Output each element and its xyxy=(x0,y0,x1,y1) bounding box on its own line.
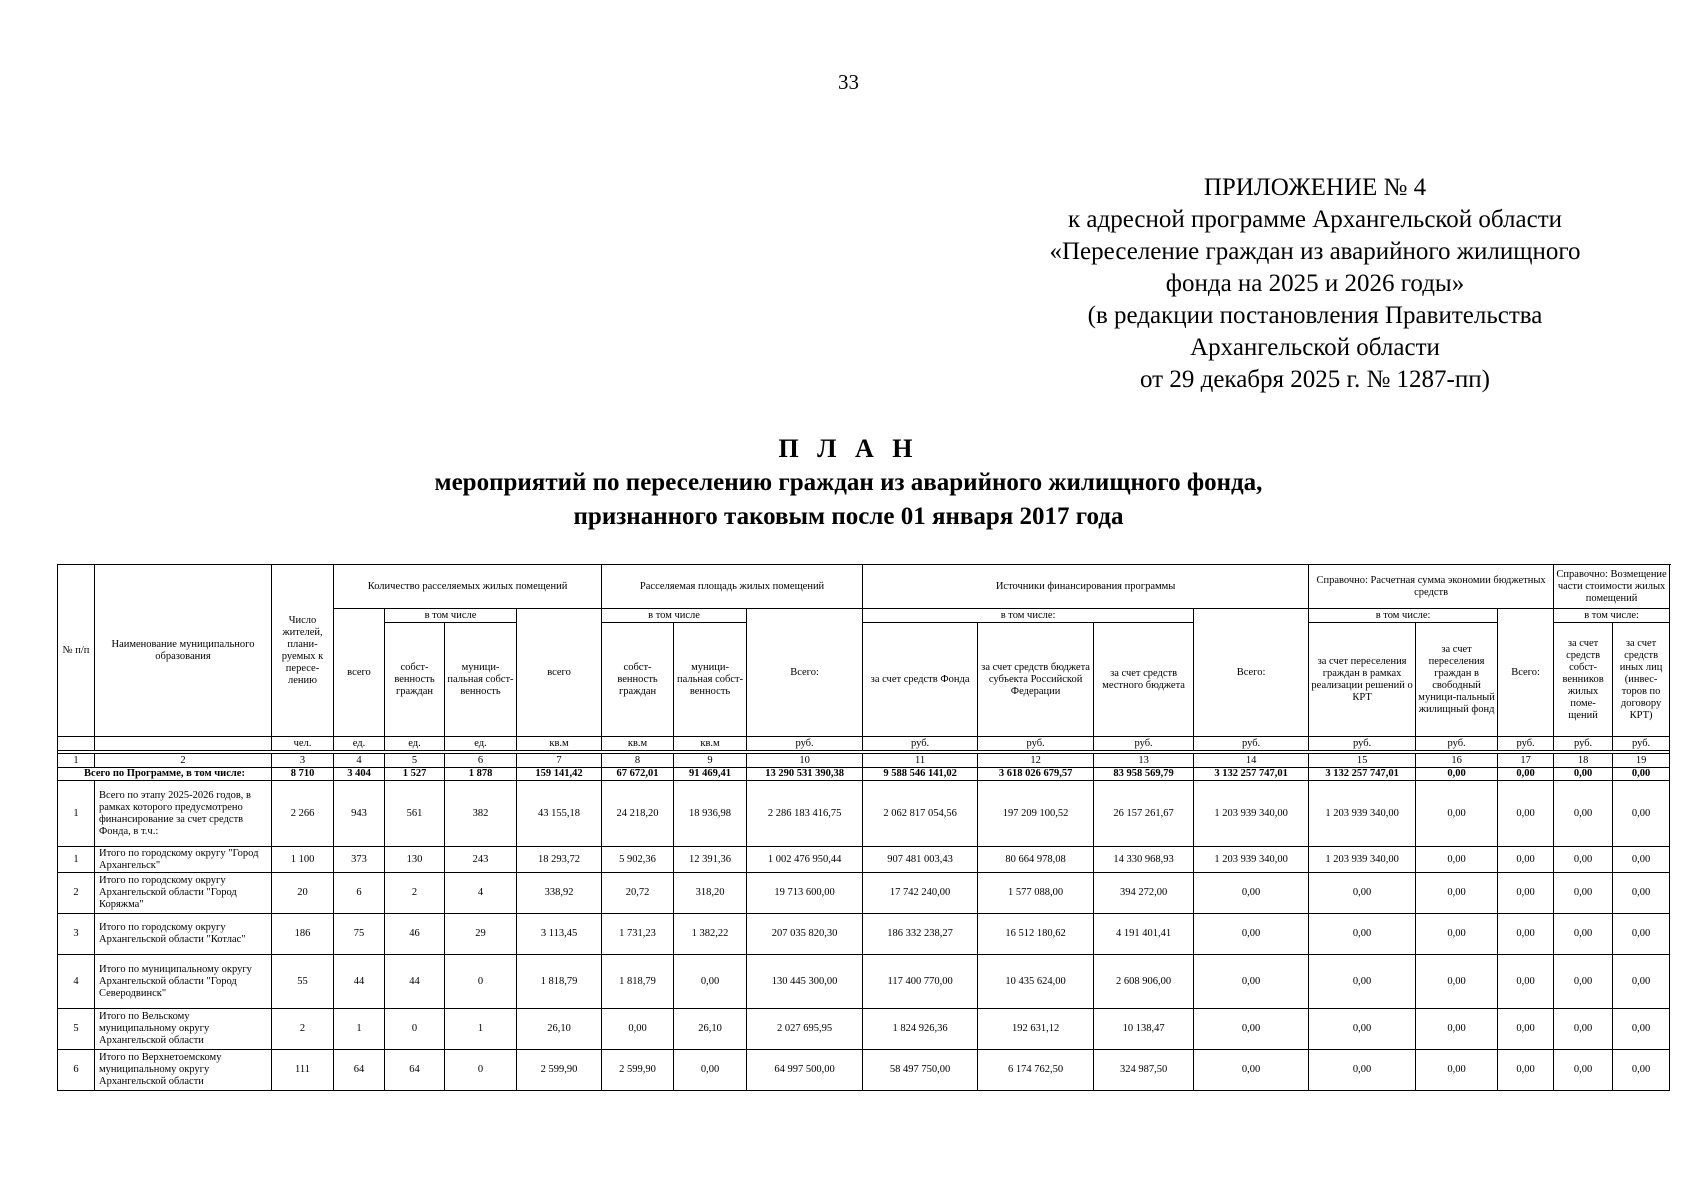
unit-cell: кв.м xyxy=(602,737,674,751)
data-cell: 1 xyxy=(445,1009,517,1050)
data-cell: 1 203 939 340,00 xyxy=(1194,847,1309,873)
column-number-cell: 4 xyxy=(334,754,385,768)
data-cell: 16 512 180,62 xyxy=(978,914,1094,955)
total-cell: 3 404 xyxy=(334,768,385,781)
appendix-block xyxy=(995,172,1635,396)
total-cell: 0,00 xyxy=(1554,768,1613,781)
unit-cell xyxy=(58,737,95,751)
total-cell: 3 132 257 747,01 xyxy=(1309,768,1416,781)
header-area-municipal: муници-пальная собст-венность xyxy=(674,623,747,737)
appendix-line: к адресной программе Архангельской области xyxy=(1067,206,1563,233)
data-cell: 0,00 xyxy=(1416,1050,1498,1091)
data-cell: 1 382,22 xyxy=(674,914,747,955)
unit-cell: руб. xyxy=(1498,737,1554,751)
row-number: 1 xyxy=(58,847,95,873)
data-cell: 0,00 xyxy=(1554,873,1613,914)
data-cell: 0,00 xyxy=(1554,1009,1613,1050)
column-number-cell: 5 xyxy=(385,754,445,768)
header-rooms-group: Количество расселяемых жилых помещений xyxy=(334,565,602,609)
data-cell: 0,00 xyxy=(1416,781,1498,847)
data-cell: 117 400 770,00 xyxy=(863,955,978,1009)
data-cell: 197 209 100,52 xyxy=(978,781,1094,847)
data-cell: 0,00 xyxy=(1194,914,1309,955)
unit-cell: кв.м xyxy=(517,737,602,751)
header-finance-subject: за счет средств бюджета субъекта Российской Федерации xyxy=(978,623,1094,737)
data-cell: 4 xyxy=(445,873,517,914)
data-cell: 186 332 238,27 xyxy=(863,914,978,955)
header-finance-total: Всего: xyxy=(747,609,863,737)
data-cell: 1 731,23 xyxy=(602,914,674,955)
total-cell: 1 878 xyxy=(445,768,517,781)
data-cell: 1 818,79 xyxy=(602,955,674,1009)
total-cell: 3 132 257 747,01 xyxy=(1194,768,1309,781)
plan-title: П Л А Н xyxy=(778,434,919,463)
unit-cell: ед. xyxy=(385,737,445,751)
data-cell: 24 218,20 xyxy=(602,781,674,847)
data-cell: 0,00 xyxy=(1194,873,1309,914)
unit-cell: кв.м xyxy=(674,737,747,751)
plan-heading xyxy=(0,432,1697,534)
data-cell: 207 035 820,30 xyxy=(747,914,863,955)
column-number-cell: 12 xyxy=(978,754,1094,768)
data-cell: 0,00 xyxy=(1498,781,1554,847)
data-cell: 64 xyxy=(334,1050,385,1091)
table-row xyxy=(58,1050,1670,1091)
data-cell: 26 157 261,67 xyxy=(1094,781,1194,847)
data-cell: 20,72 xyxy=(602,873,674,914)
data-cell: 382 xyxy=(445,781,517,847)
row-number: 1 xyxy=(58,781,95,847)
total-cell: 0,00 xyxy=(1613,768,1670,781)
unit-cell: руб. xyxy=(978,737,1094,751)
header-economy-krt: за счет переселения граждан в рамках реализации решений о КРТ xyxy=(1309,623,1416,737)
column-number-cell: 8 xyxy=(602,754,674,768)
header-rooms-owner: собст-венность граждан xyxy=(385,623,445,737)
unit-cell: руб. xyxy=(863,737,978,751)
unit-cell: руб. xyxy=(1094,737,1194,751)
table-row xyxy=(58,847,1670,873)
header-finance-group: Источники финансирования программы xyxy=(863,565,1309,609)
unit-cell: руб. xyxy=(1309,737,1416,751)
data-cell: 186 xyxy=(272,914,334,955)
column-number-cell: 16 xyxy=(1416,754,1498,768)
data-cell: 1 818,79 xyxy=(517,955,602,1009)
column-number-cell: 15 xyxy=(1309,754,1416,768)
data-cell: 6 174 762,50 xyxy=(978,1050,1094,1091)
appendix-line: «Переселение граждан из аварийного жилищного xyxy=(1049,238,1581,265)
data-cell: 324 987,50 xyxy=(1094,1050,1194,1091)
data-cell: 0 xyxy=(385,1009,445,1050)
data-cell: 2 xyxy=(272,1009,334,1050)
table-row xyxy=(58,873,1670,914)
header-area-incl: в том числе xyxy=(602,609,747,623)
column-number-cell: 10 xyxy=(747,754,863,768)
data-cell: 2 608 906,00 xyxy=(1094,955,1194,1009)
data-cell: 130 xyxy=(385,847,445,873)
header-area-total: всего xyxy=(517,609,602,737)
column-number-cell: 7 xyxy=(517,754,602,768)
data-cell: 394 272,00 xyxy=(1094,873,1194,914)
appendix-line: Архангельской области xyxy=(1190,334,1440,361)
data-cell: 0,00 xyxy=(1498,873,1554,914)
appendix-line: (в редакции постановления Правительства xyxy=(1087,302,1543,329)
data-cell: 0,00 xyxy=(1613,1050,1670,1091)
data-cell: 19 713 600,00 xyxy=(747,873,863,914)
data-cell: 0,00 xyxy=(1416,914,1498,955)
data-cell: 0,00 xyxy=(1498,914,1554,955)
data-cell: 20 xyxy=(272,873,334,914)
data-cell: 0,00 xyxy=(1309,873,1416,914)
data-cell: 0,00 xyxy=(1416,873,1498,914)
data-cell: 0,00 xyxy=(1613,847,1670,873)
data-cell: 111 xyxy=(272,1050,334,1091)
data-cell: 55 xyxy=(272,955,334,1009)
data-cell: 0,00 xyxy=(1309,1009,1416,1050)
unit-cell: руб. xyxy=(1554,737,1613,751)
total-cell: 67 672,01 xyxy=(602,768,674,781)
data-cell: 75 xyxy=(334,914,385,955)
column-number-cell: 6 xyxy=(445,754,517,768)
row-number: 2 xyxy=(58,873,95,914)
total-label: Всего по Программе, в том числе: xyxy=(58,768,272,781)
data-cell: 1 203 939 340,00 xyxy=(1194,781,1309,847)
data-cell: 561 xyxy=(385,781,445,847)
header-compensation-incl: в том числе: xyxy=(1554,609,1670,623)
header-finance-local: за счет средств местного бюджета xyxy=(1094,623,1194,737)
data-cell: 64 xyxy=(385,1050,445,1091)
data-cell: 10 435 624,00 xyxy=(978,955,1094,1009)
municipality-name: Итого по городскому округу Архангельской области "Котлас" xyxy=(95,914,272,955)
data-cell: 26,10 xyxy=(674,1009,747,1050)
appendix-line: от 29 декабря 2025 г. № 1287-пп) xyxy=(1140,366,1490,393)
unit-cell: руб. xyxy=(1194,737,1309,751)
data-cell: 0,00 xyxy=(1309,914,1416,955)
column-number-cell: 9 xyxy=(674,754,747,768)
data-cell: 29 xyxy=(445,914,517,955)
column-numbers-row xyxy=(58,754,1670,768)
column-number-cell: 14 xyxy=(1194,754,1309,768)
plan-table xyxy=(57,564,1670,1091)
data-cell: 1 002 476 950,44 xyxy=(747,847,863,873)
data-cell: 1 xyxy=(334,1009,385,1050)
header-compensation-owners: за счет средств собст-венников жилых поме-щений xyxy=(1554,623,1613,737)
data-cell: 0,00 xyxy=(1194,955,1309,1009)
data-cell: 46 xyxy=(385,914,445,955)
header-economy-incl: в том числе: xyxy=(1309,609,1498,623)
municipality-name: Итого по Верхнетоемскому муниципальному округу Архангельской области xyxy=(95,1050,272,1091)
data-cell: 2 599,90 xyxy=(602,1050,674,1091)
municipality-name: Итого по Вельскому муниципальному округу Архангельской области xyxy=(95,1009,272,1050)
data-cell: 0,00 xyxy=(1309,1050,1416,1091)
column-number-cell: 2 xyxy=(95,754,272,768)
total-cell: 159 141,42 xyxy=(517,768,602,781)
header-rooms-total: всего xyxy=(334,609,385,737)
data-cell: 0,00 xyxy=(1194,1009,1309,1050)
municipality-name: Всего по этапу 2025-2026 годов, в рамках которого предусмотрено финансирование за счет средств Фонда, в т.ч.: xyxy=(95,781,272,847)
appendix-line: ПРИЛОЖЕНИЕ № 4 xyxy=(1203,174,1427,201)
municipality-name: Итого по муниципальному округу Архангельской области "Город Северодвинск" xyxy=(95,955,272,1009)
header-compensation-group: Справочно: Возмещение части стоимости жилых помещений xyxy=(1554,565,1670,609)
row-number: 4 xyxy=(58,955,95,1009)
header-area-group: Расселяемая площадь жилых помещений xyxy=(602,565,863,609)
header-economy-group: Справочно: Расчетная сумма экономии бюджетных средств xyxy=(1309,565,1554,609)
total-cell: 0,00 xyxy=(1416,768,1498,781)
row-number: 6 xyxy=(58,1050,95,1091)
data-cell: 4 191 401,41 xyxy=(1094,914,1194,955)
data-cell: 0,00 xyxy=(1613,781,1670,847)
data-cell: 18 936,98 xyxy=(674,781,747,847)
data-cell: 0,00 xyxy=(1498,1050,1554,1091)
data-cell: 130 445 300,00 xyxy=(747,955,863,1009)
column-number-cell: 19 xyxy=(1613,754,1670,768)
data-cell: 58 497 750,00 xyxy=(863,1050,978,1091)
header-name: Наименование муниципального образования xyxy=(95,565,272,737)
header-compensation-others: за счет средств иных лиц (инвес-торов по договору КРТ) xyxy=(1613,623,1670,737)
data-cell: 0,00 xyxy=(1498,847,1554,873)
page-number: 33 xyxy=(838,70,859,94)
total-cell: 9 588 546 141,02 xyxy=(863,768,978,781)
data-cell: 10 138,47 xyxy=(1094,1009,1194,1050)
unit-cell: ед. xyxy=(334,737,385,751)
data-cell: 338,92 xyxy=(517,873,602,914)
data-cell: 6 xyxy=(334,873,385,914)
data-cell: 2 xyxy=(385,873,445,914)
data-cell: 0,00 xyxy=(1416,847,1498,873)
table-row xyxy=(58,1009,1670,1050)
unit-cell: руб. xyxy=(747,737,863,751)
data-cell: 0 xyxy=(445,1050,517,1091)
data-cell: 44 xyxy=(385,955,445,1009)
data-cell: 2 599,90 xyxy=(517,1050,602,1091)
data-cell: 1 824 926,36 xyxy=(863,1009,978,1050)
data-cell: 12 391,36 xyxy=(674,847,747,873)
column-number-cell: 18 xyxy=(1554,754,1613,768)
data-cell: 373 xyxy=(334,847,385,873)
total-row xyxy=(58,768,1670,781)
data-cell: 0,00 xyxy=(1613,873,1670,914)
data-cell: 0,00 xyxy=(674,1050,747,1091)
column-number-cell: 11 xyxy=(863,754,978,768)
data-cell: 44 xyxy=(334,955,385,1009)
data-cell: 0,00 xyxy=(1613,955,1670,1009)
data-cell: 192 631,12 xyxy=(978,1009,1094,1050)
data-cell: 0 xyxy=(445,955,517,1009)
header-area-owner: собст-венность граждан xyxy=(602,623,674,737)
unit-cell: ед. xyxy=(445,737,517,751)
column-number-cell: 3 xyxy=(272,754,334,768)
data-cell: 0,00 xyxy=(1613,914,1670,955)
data-cell: 2 027 695,95 xyxy=(747,1009,863,1050)
header-num: № п/п xyxy=(58,565,95,737)
data-cell: 80 664 978,08 xyxy=(978,847,1094,873)
table-row xyxy=(58,955,1670,1009)
header-residents: Число жителей, плани-руемых к пересе-лению xyxy=(272,565,334,737)
data-cell: 1 100 xyxy=(272,847,334,873)
row-number: 3 xyxy=(58,914,95,955)
data-cell: 0,00 xyxy=(1309,955,1416,1009)
data-cell: 318,20 xyxy=(674,873,747,914)
data-cell: 0,00 xyxy=(1554,914,1613,955)
data-cell: 64 997 500,00 xyxy=(747,1050,863,1091)
unit-cell: чел. xyxy=(272,737,334,751)
unit-cell: руб. xyxy=(1416,737,1498,751)
header-economy-free-fund: за счет переселения граждан в свободный муници-пальный жилищный фонд xyxy=(1416,623,1498,737)
data-cell: 3 113,45 xyxy=(517,914,602,955)
total-cell: 0,00 xyxy=(1498,768,1554,781)
total-cell: 83 958 569,79 xyxy=(1094,768,1194,781)
total-cell: 13 290 531 390,38 xyxy=(747,768,863,781)
data-cell: 2 062 817 054,56 xyxy=(863,781,978,847)
data-cell: 2 266 xyxy=(272,781,334,847)
data-cell: 243 xyxy=(445,847,517,873)
table-row xyxy=(58,914,1670,955)
units-row xyxy=(58,737,1670,751)
data-cell: 0,00 xyxy=(674,955,747,1009)
appendix-line: фонда на 2025 и 2026 годы» xyxy=(1165,270,1465,297)
data-cell: 43 155,18 xyxy=(517,781,602,847)
plan-subtitle: мероприятий по переселению граждан из аварийного жилищного фонда, xyxy=(434,469,1263,496)
total-cell: 8 710 xyxy=(272,768,334,781)
data-cell: 17 742 240,00 xyxy=(863,873,978,914)
unit-cell xyxy=(95,737,272,751)
data-cell: 0,00 xyxy=(1498,955,1554,1009)
municipality-name: Итого по городскому округу Архангельской области "Город Коряжма" xyxy=(95,873,272,914)
total-cell: 1 527 xyxy=(385,768,445,781)
unit-cell: руб. xyxy=(1613,737,1670,751)
total-cell: 91 469,41 xyxy=(674,768,747,781)
municipality-name: Итого по городскому округу "Город Архангельск" xyxy=(95,847,272,873)
column-number-cell: 1 xyxy=(58,754,95,768)
data-cell: 907 481 003,43 xyxy=(863,847,978,873)
data-cell: 0,00 xyxy=(1416,955,1498,1009)
data-cell: 0,00 xyxy=(1498,1009,1554,1050)
total-cell: 3 618 026 679,57 xyxy=(978,768,1094,781)
data-cell: 0,00 xyxy=(1194,1050,1309,1091)
header-rooms-municipal: муници-пальная собст-венность xyxy=(445,623,517,737)
data-cell: 26,10 xyxy=(517,1009,602,1050)
data-cell: 0,00 xyxy=(1554,847,1613,873)
data-cell: 2 286 183 416,75 xyxy=(747,781,863,847)
data-cell: 0,00 xyxy=(1554,1050,1613,1091)
data-cell: 1 577 088,00 xyxy=(978,873,1094,914)
data-cell: 0,00 xyxy=(1613,1009,1670,1050)
column-number-cell: 13 xyxy=(1094,754,1194,768)
data-cell: 0,00 xyxy=(1554,781,1613,847)
data-cell: 14 330 968,93 xyxy=(1094,847,1194,873)
data-cell: 943 xyxy=(334,781,385,847)
data-cell: 0,00 xyxy=(1416,1009,1498,1050)
header-finance-incl: в том числе: xyxy=(863,609,1194,623)
column-number-cell: 17 xyxy=(1498,754,1554,768)
data-cell: 1 203 939 340,00 xyxy=(1309,847,1416,873)
data-cell: 5 902,36 xyxy=(602,847,674,873)
plan-subtitle: признанного таковым после 01 января 2017 года xyxy=(573,503,1124,530)
row-number: 5 xyxy=(58,1009,95,1050)
header-rooms-incl: в том числе xyxy=(385,609,517,623)
header-compensation-total: Всего: xyxy=(1498,609,1554,737)
data-cell: 0,00 xyxy=(602,1009,674,1050)
data-cell: 18 293,72 xyxy=(517,847,602,873)
table-row xyxy=(58,781,1670,847)
header-economy-total: Всего: xyxy=(1194,609,1309,737)
data-cell: 1 203 939 340,00 xyxy=(1309,781,1416,847)
data-cell: 0,00 xyxy=(1554,955,1613,1009)
header-finance-fund: за счет средств Фонда xyxy=(863,623,978,737)
